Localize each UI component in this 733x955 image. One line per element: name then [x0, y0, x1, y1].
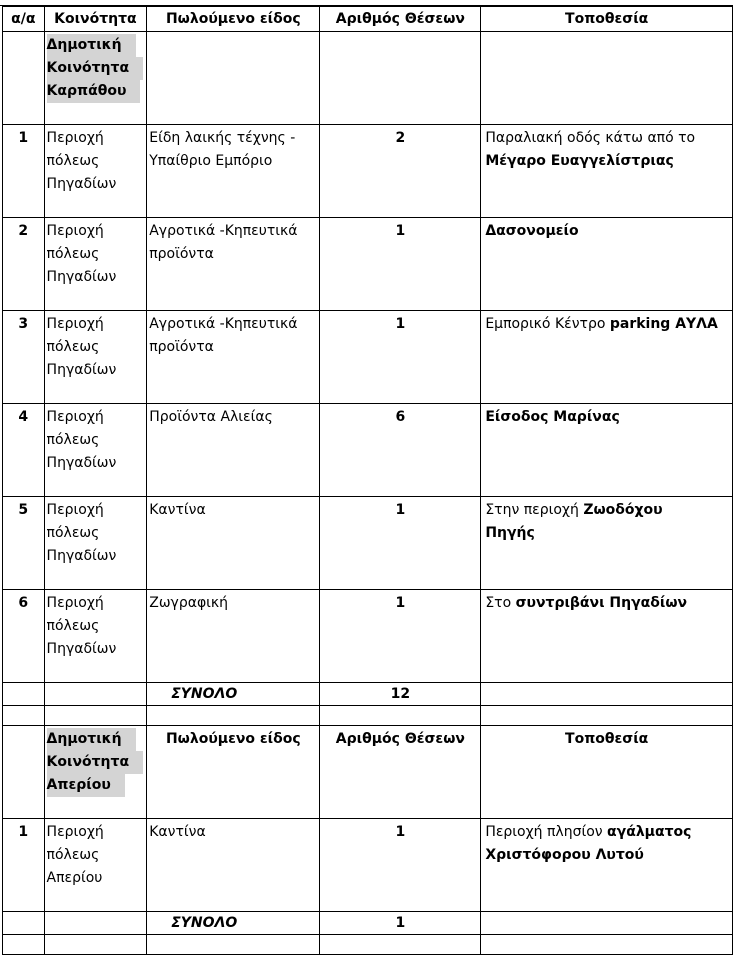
row-location: Περιοχή πλησίον αγάλματος Χριστόφορου Λυτού	[481, 819, 733, 912]
table-row	[3, 497, 733, 590]
row-item: Προϊόντα Αλιείας	[147, 404, 320, 497]
total-row	[3, 912, 733, 935]
row-location: Δασονομείο	[481, 218, 733, 311]
row-item: Αγροτικά -Κηπευτικά προϊόντα	[147, 218, 320, 311]
row-seats: 6	[320, 404, 481, 497]
table-row	[3, 590, 733, 683]
col-header-item: Πωλούμενο είδος	[147, 726, 320, 819]
row-seats: 1	[320, 311, 481, 404]
table-header-row	[3, 7, 733, 32]
table-row	[3, 218, 733, 311]
row-number: 1	[3, 125, 45, 218]
row-number: 2	[3, 218, 45, 311]
row-item: Αγροτικά -Κηπευτικά προϊόντα	[147, 311, 320, 404]
community-row	[3, 726, 733, 819]
row-location: Στην περιοχή Ζωοδόχου Πηγής	[481, 497, 733, 590]
total-label: ΣΥΝΟΛΟ	[147, 683, 320, 706]
row-location: Παραλιακή οδός κάτω από το Μέγαρο Ευαγγελίστριας	[481, 125, 733, 218]
row-seats: 2	[320, 125, 481, 218]
row-seats: 1	[320, 819, 481, 912]
row-area: Περιοχή πόλεως Πηγαδίων	[44, 590, 147, 683]
table-row	[3, 819, 733, 912]
total-label: ΣΥΝΟΛΟ	[147, 912, 320, 935]
col-header-number: α/α	[3, 7, 45, 32]
row-location: Στο συντριβάνι Πηγαδίων	[481, 590, 733, 683]
total-value: 1	[320, 912, 481, 935]
row-area: Περιοχή πόλεως Πηγαδίων	[44, 404, 147, 497]
row-number: 3	[3, 311, 45, 404]
row-seats: 1	[320, 218, 481, 311]
community-name: Δημοτική Κοινότητα Καρπάθου	[44, 32, 147, 125]
markets-table	[2, 6, 733, 955]
row-item: Καντίνα	[147, 819, 320, 912]
row-item: Ζωγραφική	[147, 590, 320, 683]
row-item: Είδη λαικής τέχνης - Υπαίθριο Εμπόριο	[147, 125, 320, 218]
col-header-seats: Αριθμός Θέσεων	[320, 726, 481, 819]
spacer-row	[3, 706, 733, 726]
row-area: Περιοχή πόλεως Απερίου	[44, 819, 147, 912]
row-item: Καντίνα	[147, 497, 320, 590]
table-row	[3, 311, 733, 404]
total-value: 12	[320, 683, 481, 706]
row-number: 6	[3, 590, 45, 683]
row-area: Περιοχή πόλεως Πηγαδίων	[44, 125, 147, 218]
table-row	[3, 404, 733, 497]
row-area: Περιοχή πόλεως Πηγαδίων	[44, 497, 147, 590]
row-area: Περιοχή πόλεως Πηγαδίων	[44, 311, 147, 404]
row-number: 5	[3, 497, 45, 590]
row-location: Εμπορικό Κέντρο parking ΑΥΛΑ	[481, 311, 733, 404]
row-seats: 1	[320, 590, 481, 683]
row-number: 4	[3, 404, 45, 497]
total-row	[3, 683, 733, 706]
row-seats: 1	[320, 497, 481, 590]
col-header-seats: Αριθμός Θέσεων	[320, 7, 481, 32]
col-header-location: Τοποθεσία	[481, 7, 733, 32]
col-header-item: Πωλούμενο είδος	[147, 7, 320, 32]
community-row	[3, 32, 733, 125]
community-name: Δημοτική Κοινότητα Απερίου	[44, 726, 147, 819]
table-row	[3, 125, 733, 218]
row-location: Είσοδος Μαρίνας	[481, 404, 733, 497]
row-number: 1	[3, 819, 45, 912]
row-area: Περιοχή πόλεως Πηγαδίων	[44, 218, 147, 311]
col-header-community: Κοινότητα	[44, 7, 147, 32]
col-header-location: Τοποθεσία	[481, 726, 733, 819]
